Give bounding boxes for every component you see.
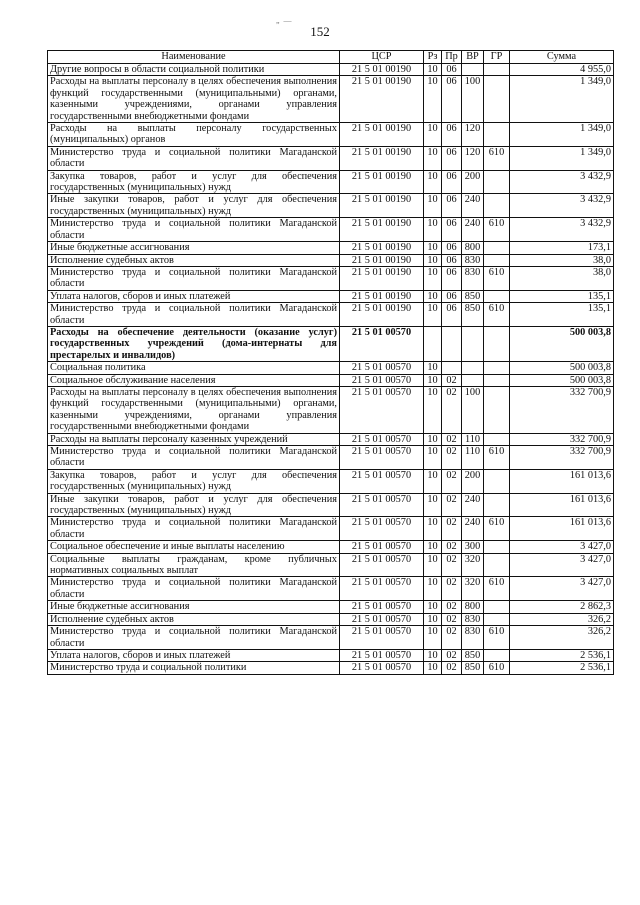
cell-sum: 1 349,0 xyxy=(510,76,614,123)
cell-csr: 21 5 01 00190 xyxy=(340,303,424,327)
cell-rz: 10 xyxy=(424,446,442,470)
cell-vr: 200 xyxy=(462,170,484,194)
cell-name: Расходы на выплаты персоналу в целях обеспечения выполнения функций государственными (муниципальными) органами, казенными учреждениями, органами управления государственными внебюджетными фондами xyxy=(48,386,340,433)
cell-pr: 02 xyxy=(442,626,462,650)
cell-vr: 850 xyxy=(462,662,484,674)
cell-name: Исполнение судебных актов xyxy=(48,613,340,625)
cell-gr: 610 xyxy=(484,626,510,650)
cell-csr: 21 5 01 00570 xyxy=(340,577,424,601)
scan-mark: „ — xyxy=(276,16,293,25)
cell-vr: 850 xyxy=(462,303,484,327)
cell-gr: 610 xyxy=(484,218,510,242)
cell-csr: 21 5 01 00570 xyxy=(340,326,424,361)
cell-gr xyxy=(484,541,510,553)
cell-name: Закупка товаров, работ и услуг для обеспечения государственных (муниципальных) нужд xyxy=(48,170,340,194)
cell-csr: 21 5 01 00190 xyxy=(340,242,424,254)
cell-pr: 06 xyxy=(442,218,462,242)
cell-gr xyxy=(484,326,510,361)
cell-sum: 1 349,0 xyxy=(510,123,614,147)
cell-vr: 240 xyxy=(462,194,484,218)
cell-pr: 02 xyxy=(442,577,462,601)
cell-sum: 3 427,0 xyxy=(510,541,614,553)
cell-rz: 10 xyxy=(424,242,442,254)
cell-gr xyxy=(484,64,510,76)
page-number: 152 xyxy=(310,24,330,39)
cell-gr xyxy=(484,254,510,266)
cell-gr: 610 xyxy=(484,662,510,674)
cell-rz: 10 xyxy=(424,170,442,194)
cell-name: Министерство труда и социальной политики Магаданской области xyxy=(48,517,340,541)
header-vr: ВР xyxy=(462,51,484,64)
cell-sum: 173,1 xyxy=(510,242,614,254)
cell-pr: 06 xyxy=(442,194,462,218)
cell-sum: 500 003,8 xyxy=(510,326,614,361)
cell-name: Социальная политика xyxy=(48,362,340,374)
cell-gr xyxy=(484,362,510,374)
table-row xyxy=(48,577,614,601)
cell-vr xyxy=(462,374,484,386)
cell-csr: 21 5 01 00190 xyxy=(340,170,424,194)
cell-pr: 02 xyxy=(442,541,462,553)
cell-gr xyxy=(484,290,510,302)
cell-pr: 02 xyxy=(442,386,462,433)
cell-csr: 21 5 01 00570 xyxy=(340,517,424,541)
cell-pr: 06 xyxy=(442,242,462,254)
cell-csr: 21 5 01 00570 xyxy=(340,541,424,553)
cell-name: Другие вопросы в области социальной политики xyxy=(48,64,340,76)
cell-csr: 21 5 01 00190 xyxy=(340,266,424,290)
table-row xyxy=(48,123,614,147)
cell-sum: 3 427,0 xyxy=(510,553,614,577)
cell-name: Социальное обслуживание населения xyxy=(48,374,340,386)
table-row xyxy=(48,266,614,290)
cell-gr xyxy=(484,553,510,577)
cell-gr xyxy=(484,386,510,433)
cell-name: Министерство труда и социальной политики Магаданской области xyxy=(48,577,340,601)
header-name: Наименование xyxy=(48,51,340,64)
header-rz: Рз xyxy=(424,51,442,64)
cell-rz: 10 xyxy=(424,433,442,445)
cell-rz: 10 xyxy=(424,76,442,123)
table-header-row xyxy=(48,51,614,64)
cell-name: Социальное обеспечение и иные выплаты населению xyxy=(48,541,340,553)
cell-vr xyxy=(462,362,484,374)
cell-name: Расходы на выплаты персоналу казенных учреждений xyxy=(48,433,340,445)
cell-rz: 10 xyxy=(424,266,442,290)
cell-gr: 610 xyxy=(484,266,510,290)
cell-pr: 02 xyxy=(442,517,462,541)
cell-rz: 10 xyxy=(424,469,442,493)
cell-name: Закупка товаров, работ и услуг для обеспечения государственных (муниципальных) нужд xyxy=(48,469,340,493)
cell-vr: 240 xyxy=(462,218,484,242)
cell-name: Министерство труда и социальной политики Магаданской области xyxy=(48,218,340,242)
cell-vr: 830 xyxy=(462,266,484,290)
cell-csr: 21 5 01 00190 xyxy=(340,218,424,242)
cell-gr: 610 xyxy=(484,303,510,327)
table-row xyxy=(48,64,614,76)
cell-gr xyxy=(484,649,510,661)
cell-sum: 326,2 xyxy=(510,613,614,625)
cell-pr: 06 xyxy=(442,254,462,266)
cell-name: Министерство труда и социальной политики xyxy=(48,662,340,674)
cell-name: Министерство труда и социальной политики Магаданской области xyxy=(48,446,340,470)
cell-csr: 21 5 01 00190 xyxy=(340,290,424,302)
cell-sum: 2 536,1 xyxy=(510,662,614,674)
table-row xyxy=(48,218,614,242)
cell-gr xyxy=(484,76,510,123)
cell-pr: 02 xyxy=(442,469,462,493)
cell-sum: 38,0 xyxy=(510,266,614,290)
cell-sum: 161 013,6 xyxy=(510,517,614,541)
cell-vr: 120 xyxy=(462,146,484,170)
cell-sum: 38,0 xyxy=(510,254,614,266)
cell-gr: 610 xyxy=(484,577,510,601)
cell-sum: 332 700,9 xyxy=(510,386,614,433)
cell-sum: 332 700,9 xyxy=(510,446,614,470)
cell-pr: 02 xyxy=(442,553,462,577)
table-row xyxy=(48,541,614,553)
table-row xyxy=(48,76,614,123)
cell-gr: 610 xyxy=(484,446,510,470)
cell-sum: 2 536,1 xyxy=(510,649,614,661)
cell-sum: 161 013,6 xyxy=(510,469,614,493)
cell-sum: 332 700,9 xyxy=(510,433,614,445)
cell-rz: 10 xyxy=(424,541,442,553)
cell-rz: 10 xyxy=(424,613,442,625)
cell-sum: 1 349,0 xyxy=(510,146,614,170)
cell-vr: 240 xyxy=(462,493,484,517)
cell-pr: 06 xyxy=(442,266,462,290)
cell-vr: 110 xyxy=(462,433,484,445)
cell-rz: 10 xyxy=(424,601,442,613)
cell-sum: 3 432,9 xyxy=(510,218,614,242)
cell-rz: 10 xyxy=(424,146,442,170)
cell-vr: 800 xyxy=(462,242,484,254)
cell-name: Министерство труда и социальной политики Магаданской области xyxy=(48,626,340,650)
cell-gr xyxy=(484,170,510,194)
cell-name: Социальные выплаты гражданам, кроме публичных нормативных социальных выплат xyxy=(48,553,340,577)
cell-rz: 10 xyxy=(424,290,442,302)
cell-vr: 830 xyxy=(462,613,484,625)
cell-sum: 135,1 xyxy=(510,290,614,302)
table-row xyxy=(48,446,614,470)
cell-rz: 10 xyxy=(424,254,442,266)
cell-vr: 850 xyxy=(462,649,484,661)
cell-vr: 100 xyxy=(462,386,484,433)
table-row xyxy=(48,433,614,445)
cell-rz: 10 xyxy=(424,662,442,674)
cell-pr: 06 xyxy=(442,76,462,123)
cell-rz: 10 xyxy=(424,123,442,147)
cell-rz: 10 xyxy=(424,626,442,650)
cell-vr: 240 xyxy=(462,517,484,541)
cell-pr: 02 xyxy=(442,433,462,445)
cell-pr: 06 xyxy=(442,123,462,147)
table-row xyxy=(48,469,614,493)
cell-pr: 06 xyxy=(442,303,462,327)
cell-name: Иные закупки товаров, работ и услуг для обеспечения государственных (муниципальных) нужд xyxy=(48,493,340,517)
cell-name: Министерство труда и социальной политики Магаданской области xyxy=(48,266,340,290)
budget-table xyxy=(47,50,614,675)
header-sum: Сумма xyxy=(510,51,614,64)
cell-sum: 3 432,9 xyxy=(510,194,614,218)
table-row xyxy=(48,553,614,577)
cell-rz: 10 xyxy=(424,649,442,661)
cell-rz: 10 xyxy=(424,553,442,577)
cell-rz: 10 xyxy=(424,218,442,242)
cell-pr xyxy=(442,362,462,374)
cell-gr xyxy=(484,194,510,218)
cell-vr: 320 xyxy=(462,577,484,601)
cell-gr xyxy=(484,493,510,517)
header-pr: Пр xyxy=(442,51,462,64)
cell-sum: 2 862,3 xyxy=(510,601,614,613)
table-row xyxy=(48,517,614,541)
cell-name: Иные бюджетные ассигнования xyxy=(48,601,340,613)
header-csr: ЦСР xyxy=(340,51,424,64)
cell-csr: 21 5 01 00190 xyxy=(340,123,424,147)
table-row xyxy=(48,326,614,361)
cell-csr: 21 5 01 00190 xyxy=(340,254,424,266)
cell-vr: 120 xyxy=(462,123,484,147)
cell-vr: 320 xyxy=(462,553,484,577)
cell-name: Расходы на выплаты персоналу в целях обеспечения выполнения функций государственными (муниципальными) органами, казенными учреждениями, органами управления государственными внебюджетными фондами xyxy=(48,76,340,123)
cell-name: Расходы на обеспечение деятельности (оказание услуг) государственных учреждений (дома-интернаты для престарелых и инвалидов) xyxy=(48,326,340,361)
cell-pr: 02 xyxy=(442,613,462,625)
cell-rz: 10 xyxy=(424,303,442,327)
table-row xyxy=(48,601,614,613)
header-gr: ГР xyxy=(484,51,510,64)
cell-gr xyxy=(484,123,510,147)
cell-csr: 21 5 01 00570 xyxy=(340,601,424,613)
cell-csr: 21 5 01 00570 xyxy=(340,362,424,374)
cell-vr xyxy=(462,326,484,361)
cell-pr: 06 xyxy=(442,146,462,170)
cell-csr: 21 5 01 00190 xyxy=(340,194,424,218)
cell-pr: 02 xyxy=(442,662,462,674)
cell-gr xyxy=(484,433,510,445)
table-row xyxy=(48,362,614,374)
cell-gr xyxy=(484,601,510,613)
cell-rz: 10 xyxy=(424,64,442,76)
cell-sum: 500 003,8 xyxy=(510,374,614,386)
cell-gr xyxy=(484,613,510,625)
cell-pr: 02 xyxy=(442,493,462,517)
cell-sum: 3 432,9 xyxy=(510,170,614,194)
table-row xyxy=(48,146,614,170)
cell-pr xyxy=(442,326,462,361)
cell-sum: 135,1 xyxy=(510,303,614,327)
table-row xyxy=(48,170,614,194)
table-body xyxy=(48,64,614,675)
cell-csr: 21 5 01 00570 xyxy=(340,446,424,470)
cell-csr: 21 5 01 00570 xyxy=(340,493,424,517)
cell-pr: 02 xyxy=(442,446,462,470)
cell-rz: 10 xyxy=(424,493,442,517)
table-row xyxy=(48,613,614,625)
table-row xyxy=(48,662,614,674)
cell-sum: 326,2 xyxy=(510,626,614,650)
table-row xyxy=(48,493,614,517)
cell-name: Исполнение судебных актов xyxy=(48,254,340,266)
table-row xyxy=(48,242,614,254)
cell-name: Уплата налогов, сборов и иных платежей xyxy=(48,290,340,302)
cell-csr: 21 5 01 00570 xyxy=(340,469,424,493)
cell-vr: 800 xyxy=(462,601,484,613)
cell-vr: 200 xyxy=(462,469,484,493)
cell-name: Расходы на выплаты персоналу государственных (муниципальных) органов xyxy=(48,123,340,147)
cell-vr: 110 xyxy=(462,446,484,470)
cell-gr: 610 xyxy=(484,146,510,170)
cell-rz: 10 xyxy=(424,374,442,386)
table-row xyxy=(48,194,614,218)
cell-csr: 21 5 01 00190 xyxy=(340,64,424,76)
cell-pr: 02 xyxy=(442,649,462,661)
cell-pr: 06 xyxy=(442,170,462,194)
cell-csr: 21 5 01 00570 xyxy=(340,386,424,433)
cell-csr: 21 5 01 00570 xyxy=(340,613,424,625)
cell-csr: 21 5 01 00570 xyxy=(340,433,424,445)
cell-csr: 21 5 01 00190 xyxy=(340,146,424,170)
cell-gr xyxy=(484,242,510,254)
cell-csr: 21 5 01 00570 xyxy=(340,626,424,650)
cell-csr: 21 5 01 00570 xyxy=(340,553,424,577)
cell-vr: 850 xyxy=(462,290,484,302)
table-row xyxy=(48,374,614,386)
cell-name: Иные закупки товаров, работ и услуг для обеспечения государственных (муниципальных) нужд xyxy=(48,194,340,218)
cell-name: Уплата налогов, сборов и иных платежей xyxy=(48,649,340,661)
cell-rz: 10 xyxy=(424,577,442,601)
table-row xyxy=(48,626,614,650)
cell-gr xyxy=(484,469,510,493)
table-row xyxy=(48,303,614,327)
cell-name: Министерство труда и социальной политики Магаданской области xyxy=(48,146,340,170)
cell-pr: 06 xyxy=(442,290,462,302)
cell-name: Иные бюджетные ассигнования xyxy=(48,242,340,254)
cell-pr: 02 xyxy=(442,601,462,613)
cell-vr: 100 xyxy=(462,76,484,123)
cell-vr xyxy=(462,64,484,76)
cell-vr: 830 xyxy=(462,626,484,650)
cell-sum: 500 003,8 xyxy=(510,362,614,374)
table-row xyxy=(48,649,614,661)
cell-rz: 10 xyxy=(424,362,442,374)
cell-csr: 21 5 01 00570 xyxy=(340,649,424,661)
cell-gr: 610 xyxy=(484,517,510,541)
table-row xyxy=(48,254,614,266)
cell-rz xyxy=(424,326,442,361)
cell-rz: 10 xyxy=(424,194,442,218)
cell-sum: 4 955,0 xyxy=(510,64,614,76)
cell-pr: 06 xyxy=(442,64,462,76)
cell-csr: 21 5 01 00190 xyxy=(340,76,424,123)
cell-csr: 21 5 01 00570 xyxy=(340,374,424,386)
cell-rz: 10 xyxy=(424,386,442,433)
cell-vr: 300 xyxy=(462,541,484,553)
cell-gr xyxy=(484,374,510,386)
cell-csr: 21 5 01 00570 xyxy=(340,662,424,674)
table-row xyxy=(48,386,614,433)
cell-rz: 10 xyxy=(424,517,442,541)
cell-sum: 161 013,6 xyxy=(510,493,614,517)
table-row xyxy=(48,290,614,302)
cell-vr: 830 xyxy=(462,254,484,266)
cell-pr: 02 xyxy=(442,374,462,386)
cell-name: Министерство труда и социальной политики Магаданской области xyxy=(48,303,340,327)
cell-sum: 3 427,0 xyxy=(510,577,614,601)
